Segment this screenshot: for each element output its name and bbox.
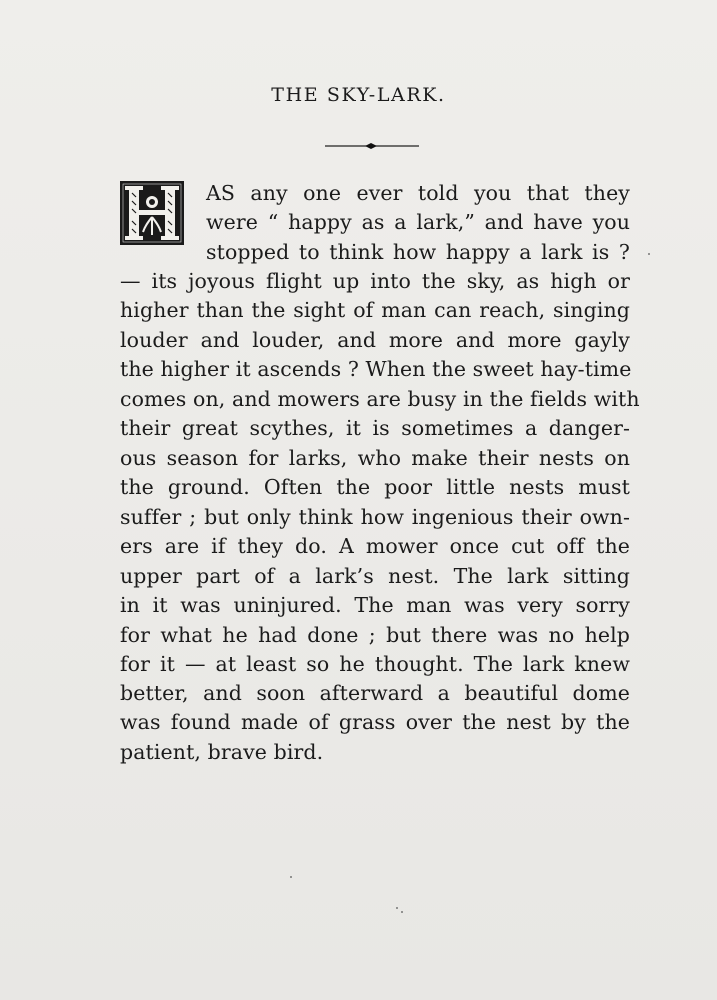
paper-speck <box>396 907 398 909</box>
paper-speck <box>648 253 650 255</box>
text-line-5: higher than the sight of man can reach, singing <box>120 298 630 322</box>
text-line-2: were “ happy as a lark,” and have you <box>206 210 630 234</box>
text-line-10: ous season for larks, who make their nests on <box>120 446 630 470</box>
text-line-1: AS any one ever told you that they <box>206 181 630 205</box>
title-ornament <box>323 140 421 152</box>
text-line-4: — its joyous flight up into the sky, as high or <box>120 269 630 293</box>
page-title: THE SKY-LARK. <box>271 84 446 106</box>
paper-speck <box>290 876 292 878</box>
text-line-13: ers are if they do. A mower once cut off the <box>120 534 630 558</box>
text-line-14: upper part of a lark’s nest. The lark sitting <box>120 564 630 588</box>
text-line-3: stopped to think how happy a lark is ? <box>206 240 630 264</box>
text-line-15: in it was uninjured. The man was very sorry <box>120 593 630 617</box>
text-line-11: the ground. Often the poor little nests must <box>120 475 630 499</box>
text-line-9: their great scythes, it is sometimes a danger- <box>120 416 630 440</box>
text-line-20: patient, brave bird. <box>120 740 324 764</box>
text-line-16: for what he had done ; but there was no help <box>120 623 630 647</box>
text-line-6: louder and louder, and more and more gayly <box>120 328 630 352</box>
ornamental-drop-cap <box>120 181 184 245</box>
text-line-8: comes on, and mowers are busy in the fields with <box>120 387 640 411</box>
text-line-18: better, and soon afterward a beautiful dome <box>120 681 630 705</box>
text-line-12: suffer ; but only think how ingenious their own- <box>120 505 630 529</box>
text-line-19: was found made of grass over the nest by the <box>120 710 630 734</box>
paper-speck <box>401 911 403 913</box>
text-line-7: the higher it ascends ? When the sweet hay-time <box>120 357 632 381</box>
text-line-17: for it — at least so he thought. The lark knew <box>120 652 630 676</box>
